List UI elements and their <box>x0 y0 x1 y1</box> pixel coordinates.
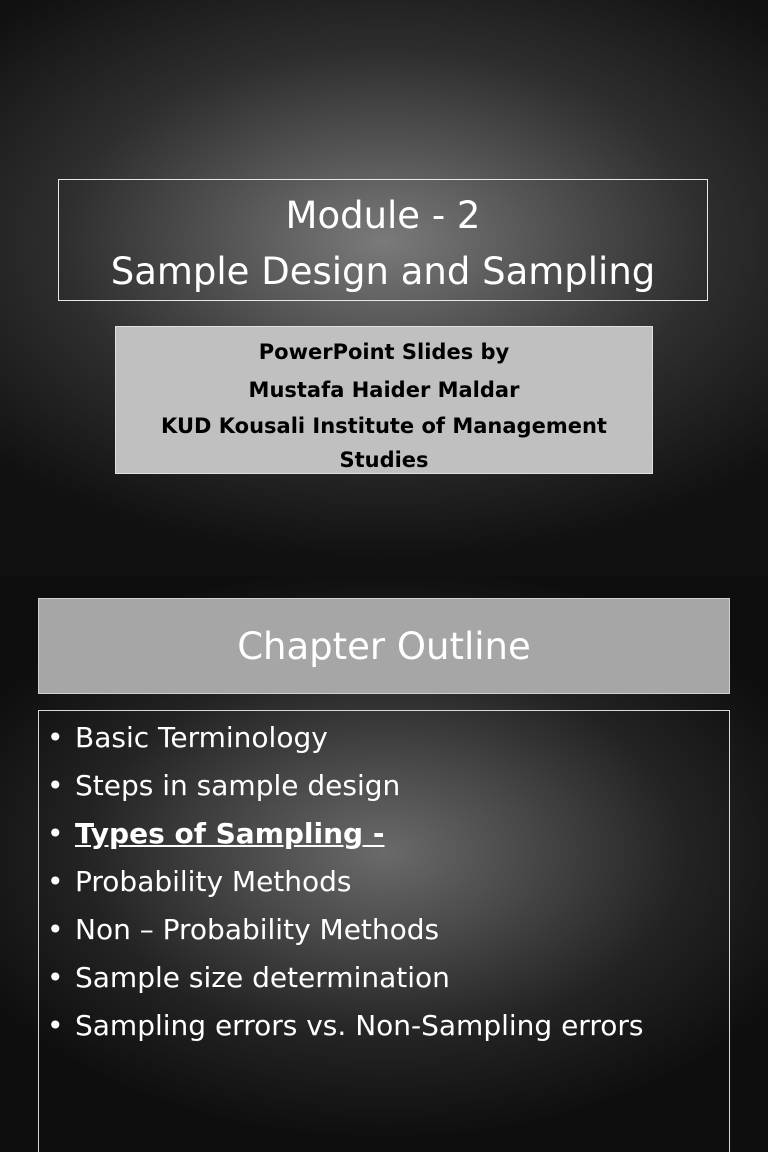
bullet-icon: • <box>47 817 64 850</box>
outline-item-basic-terminology: • Basic Terminology <box>39 719 729 767</box>
title-box <box>58 179 708 301</box>
title-line-2: Sample Design and Sampling <box>110 250 656 293</box>
bullet-icon: • <box>47 913 64 946</box>
bullet-icon: • <box>47 865 64 898</box>
bullet-icon: • <box>47 1009 64 1042</box>
outline-item-errors: • Sampling errors vs. Non-Sampling errors <box>39 1007 729 1055</box>
bullet-icon: • <box>47 961 64 994</box>
outline-item-sample-size: • Sample size determination <box>39 959 729 1007</box>
outline-item-non-probability: • Non – Probability Methods <box>39 911 729 959</box>
outline-item-types: • Types of Sampling - <box>39 815 729 863</box>
chapter-outline-title: Chapter Outline <box>38 598 730 694</box>
bullet-icon: • <box>47 721 64 754</box>
outline-body <box>38 710 730 1152</box>
outline-item-probability: • Probability Methods <box>39 863 729 911</box>
subtitle-line-2: Mustafa Haider Maldar <box>248 378 520 402</box>
outline-item-steps: • Steps in sample design <box>39 767 729 815</box>
title-line-1: Module - 2 <box>285 194 481 237</box>
subtitle-line-1: PowerPoint Slides by <box>258 340 510 364</box>
slide-2 <box>0 576 768 1152</box>
subtitle-box <box>115 326 653 474</box>
bullet-icon: • <box>47 769 64 802</box>
subtitle-line-3: KUD Kousali Institute of Management Studies <box>161 414 607 472</box>
outline-list <box>39 711 729 1055</box>
